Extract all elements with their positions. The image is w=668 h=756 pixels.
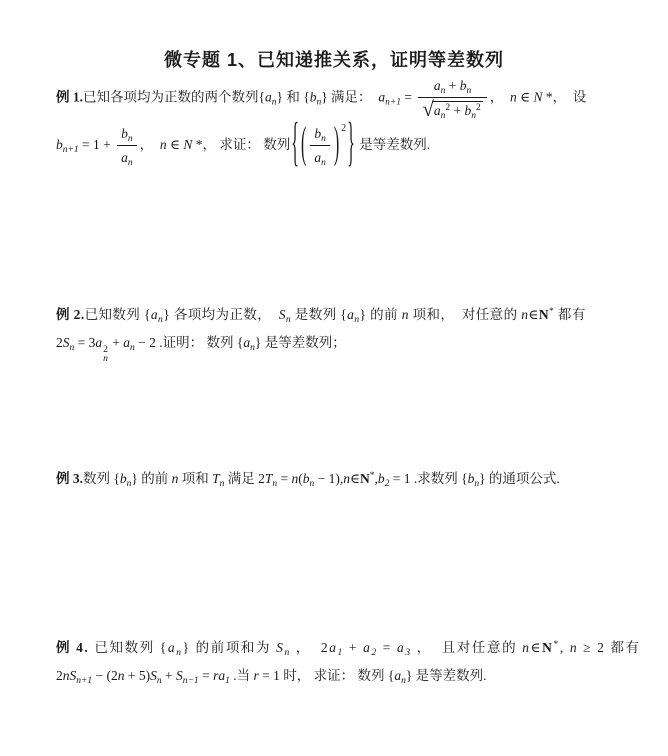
superscript: * — [553, 640, 560, 650]
math-text: = 1 时， 求证： 数列 { — [258, 668, 395, 683]
math-variable: n — [117, 668, 125, 683]
superscript: * — [369, 471, 375, 481]
math-variable: n — [510, 89, 517, 105]
big-delimiter: ( — [300, 120, 307, 169]
subscript: n — [271, 97, 277, 108]
math-text: ∈ — [516, 89, 534, 105]
bold-text: 例 2. — [56, 307, 85, 322]
math-variable: a — [218, 668, 226, 683]
math-variable: a — [314, 150, 322, 165]
subscript: n−1 — [182, 676, 199, 686]
bold-text: 例 1. — [56, 89, 83, 105]
bold-text: N — [359, 471, 370, 486]
math-text: .当 — [229, 668, 254, 683]
math-text: + — [450, 103, 465, 118]
subscript: n — [156, 676, 162, 686]
subscript: 1 — [225, 676, 230, 686]
math-variable: n — [522, 640, 531, 655]
big-delimiter: ) — [333, 120, 340, 169]
fraction — [418, 76, 486, 121]
math-text: 已知数列 { — [84, 307, 151, 322]
math-text: − (2 — [92, 668, 118, 683]
subscript: n — [126, 479, 132, 489]
math-text: = — [277, 471, 292, 486]
math-variable: S — [150, 668, 157, 683]
math-text: + — [108, 335, 124, 350]
big-delimiter: } — [347, 115, 355, 174]
big-delimiter: { — [291, 115, 299, 174]
subscript: n — [401, 676, 406, 686]
math-variable: b — [464, 103, 472, 118]
math-text: *， 求证： 数列 — [192, 137, 291, 153]
math-text: − 2 .证明： 数列 { — [134, 335, 244, 350]
subscript: n+1 — [385, 97, 401, 108]
fraction-numerator — [418, 76, 486, 98]
problem-1-line-2 — [56, 115, 431, 174]
math-text: } 的前 — [131, 471, 172, 486]
math-variable: a — [396, 640, 406, 655]
subscript: n — [440, 86, 446, 96]
math-variable: n — [343, 471, 350, 486]
math-variable: b — [302, 471, 310, 486]
subscript: n — [321, 158, 326, 168]
math-variable: a — [394, 668, 402, 683]
subscript: n — [321, 134, 326, 144]
math-text: + — [161, 668, 177, 683]
math-text: } 和 { — [276, 89, 310, 105]
math-text: ， 且对任意的 — [411, 640, 523, 655]
math-text: ∈ — [528, 307, 539, 322]
superscript: 2 — [476, 103, 481, 113]
math-variable: a — [347, 307, 355, 322]
math-text: ≥ 2 都有 — [578, 640, 641, 655]
math-text: 项和 — [178, 471, 213, 486]
math-variable: a — [264, 89, 272, 105]
math-variable: N — [183, 137, 193, 153]
math-variable: a — [363, 640, 372, 655]
math-text: + 5) — [124, 668, 151, 683]
math-variable: a — [243, 335, 251, 350]
math-text: ∈ — [530, 640, 543, 655]
fraction — [117, 124, 137, 168]
math-text: 2 — [56, 668, 63, 683]
math-text: 数列 { — [83, 471, 120, 486]
math-variable: b — [314, 126, 322, 141]
math-variable: n — [401, 307, 409, 322]
math-text: ∈ — [166, 137, 184, 153]
superscript: 2 — [445, 103, 451, 113]
math-text: = — [377, 640, 397, 655]
math-variable: S — [69, 668, 77, 683]
problem-1-line-1 — [56, 76, 586, 121]
math-variable: n — [62, 668, 70, 683]
math-variable: a — [121, 150, 128, 165]
math-variable: n — [521, 307, 529, 322]
math-variable: S — [176, 668, 183, 683]
bold-text: 例 4. — [56, 640, 90, 655]
subscript: n+1 — [76, 676, 93, 686]
problem-4-line-1 — [56, 636, 641, 660]
radical-sign: √ — [422, 97, 434, 121]
math-text: − 1), — [314, 471, 344, 486]
math-variable: T — [212, 471, 220, 486]
subscript: n — [474, 479, 480, 489]
math-variable: a — [378, 89, 386, 105]
math-text: = — [400, 89, 416, 105]
subscript: n — [158, 315, 164, 325]
math-text: { — [258, 89, 265, 105]
math-text: } 的通项公式. — [479, 471, 560, 486]
subscript: n — [272, 479, 278, 489]
math-variable: S — [62, 335, 70, 350]
math-text: } 的前项和为 — [182, 640, 277, 655]
subscript: n — [127, 134, 133, 144]
math-variable: a — [150, 307, 159, 322]
math-text: , — [559, 640, 570, 655]
subscript: n — [284, 648, 291, 658]
math-text: 项和， 对任意的 — [408, 307, 522, 322]
superscript: * — [548, 307, 555, 317]
subscript: n — [176, 648, 183, 658]
problem-4-line-2 — [56, 664, 487, 688]
math-variable: S — [276, 640, 285, 655]
math-text: } 满足： — [321, 89, 379, 105]
bold-text: N — [542, 640, 554, 655]
math-variable: a — [123, 335, 130, 350]
fraction-denominator — [310, 146, 330, 168]
fraction — [310, 124, 330, 168]
subscript: n — [69, 343, 75, 353]
math-text: + — [445, 78, 460, 93]
math-text: *， 设 — [542, 89, 587, 105]
math-variable: N — [533, 89, 543, 105]
math-variable: b — [377, 471, 385, 486]
fraction-numerator — [117, 124, 137, 146]
math-text: , — [374, 471, 378, 486]
math-text: ∈ — [349, 471, 360, 486]
math-variable: a — [167, 640, 177, 655]
math-variable: b — [309, 89, 317, 105]
subscript: n — [219, 479, 225, 489]
math-text: 已知数列 { — [89, 640, 168, 655]
subscript: 2 — [371, 648, 378, 658]
math-text: } 的前 — [359, 307, 402, 322]
subscript: 2 — [384, 479, 390, 489]
subscript: n — [440, 111, 446, 121]
math-variable: b — [119, 471, 127, 486]
math-variable: r — [213, 668, 219, 683]
math-text: = 1 + — [78, 137, 115, 153]
radicand — [432, 101, 483, 119]
math-text: ， — [139, 137, 160, 153]
math-variable: a — [95, 335, 103, 350]
math-text: = — [198, 668, 214, 683]
math-text: ( — [298, 471, 303, 486]
math-text: } 是等差数列； — [254, 335, 346, 350]
math-variable: b — [467, 471, 475, 486]
math-variable: n — [171, 471, 179, 486]
math-text: = 1 .求数列 { — [389, 471, 468, 486]
subscript: n — [250, 343, 255, 353]
math-text: } 是等差数列. — [405, 668, 487, 683]
fraction-denominator — [418, 98, 486, 121]
math-text: 已知各项均为正数的两个数列 — [83, 89, 259, 105]
problem-2-line-2 — [56, 331, 346, 363]
subscript: n — [471, 111, 477, 121]
math-variable: b — [56, 137, 63, 153]
math-variable: S — [278, 307, 286, 322]
math-variable: a — [433, 103, 441, 118]
math-text: ， 2 — [290, 640, 330, 655]
problem-3-line-1 — [56, 467, 560, 491]
problem-2-line-1 — [56, 303, 586, 327]
math-text: } 各项均为正数， — [163, 307, 279, 322]
math-variable: b — [459, 78, 467, 93]
math-text: 是数列 { — [291, 307, 348, 322]
superscript: 2 — [103, 345, 108, 355]
subscript: n — [354, 315, 360, 325]
subscript: 1 — [337, 648, 344, 658]
math-variable: b — [121, 126, 128, 141]
math-text: 都有 — [554, 307, 586, 322]
subscript: n — [285, 315, 292, 325]
subsup-stack — [103, 346, 108, 363]
high-superscript: 2 — [341, 123, 347, 135]
math-variable: n — [291, 471, 299, 486]
math-text: = 3 — [74, 335, 96, 350]
square-root — [422, 97, 482, 121]
math-text: 是等差数列. — [355, 137, 431, 153]
math-variable: n — [569, 640, 579, 655]
fraction-denominator — [117, 146, 137, 168]
bold-text: 例 3. — [56, 471, 83, 486]
subscript: n — [316, 97, 322, 108]
math-variable: a — [329, 640, 338, 655]
math-variable: r — [253, 668, 259, 683]
fraction-numerator — [310, 124, 330, 146]
subscript: n — [309, 479, 315, 489]
subscript: n — [103, 353, 108, 364]
subscript: n — [466, 86, 472, 96]
bold-text: N — [538, 307, 549, 322]
math-text: 满足 2 — [224, 471, 265, 486]
math-variable: n — [159, 137, 167, 153]
subscript: 3 — [405, 648, 412, 658]
subscript: n — [127, 158, 133, 168]
math-variable: T — [264, 471, 273, 486]
subscript: n — [130, 343, 135, 353]
math-text: ， — [489, 89, 511, 105]
math-text: + — [343, 640, 364, 655]
subscript: n+1 — [62, 145, 79, 156]
math-text: 2 — [56, 335, 63, 350]
math-variable: a — [433, 78, 441, 93]
page-title: 微专题 1、已知递推关系，证明等差数列 — [163, 50, 504, 70]
